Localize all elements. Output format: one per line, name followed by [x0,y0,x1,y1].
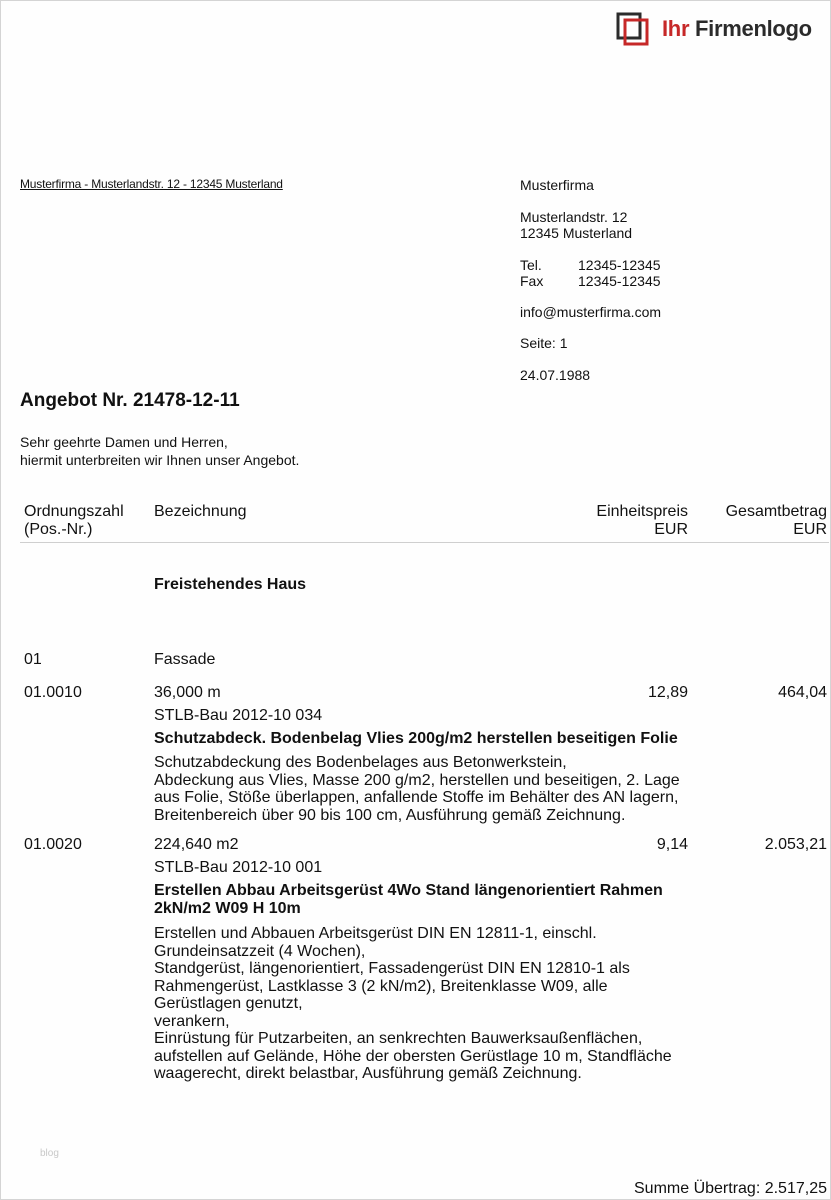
fax-label: Fax [520,273,544,289]
position-total: 2.053,21 [764,836,827,853]
company-city: 12345 Musterland [520,225,633,241]
description-line: waagerecht, direkt belastbar, Ausführung gemäß Zeichnung. [154,1065,582,1082]
description-line: aufstellen auf Gelände, Höhe der obersten Gerüstlage 10 m, Standfläche [154,1047,672,1065]
position-total: 464,04 [778,684,827,701]
position-title-line: 2kN/m2 W09 H 10m [154,900,301,917]
logo-text [662,16,812,42]
header-divider [20,542,829,543]
position-number: 01.0020 [24,836,82,853]
summary-carryover: Summe Übertrag: 2.517,25 [634,1180,827,1197]
logo-text-part2: Firmenlogo [695,16,812,41]
fax-value: 12345-12345 [578,273,661,289]
company-tel-row [520,257,661,273]
position-description [154,754,680,824]
position-quantity: 36,000 m [154,684,221,701]
position-unit-price: 12,89 [647,684,688,701]
header-ordnungszahl [24,503,124,539]
company-street: Musterlandstr. 12 [520,209,628,225]
description-line: Einrüstung für Putzarbeiten, an senkrechten Bauwerksaußenflächen, [154,1030,643,1047]
header-bezeichnung: Bezeichnung [154,503,247,520]
position-title-line: Erstellen Abbau Arbeitsgerüst 4Wo Stand längenorientiert Rahmen [154,882,663,899]
position-number: 01.0010 [24,684,82,701]
watermark: blog [40,1148,59,1159]
page-number: Seite: 1 [520,335,568,351]
position-description [154,925,672,1083]
logo-text-part1: Ihr [662,16,690,41]
position-stlb: STLB-Bau 2012-10 001 [154,859,323,876]
greeting-line-1: Sehr geehrte Damen und Herren, [20,434,228,450]
description-line: Rahmengerüst, Lastklasse 3 (2 kN/m2), Breitenklasse W09, alle [154,977,608,995]
header-einheitspreis-line1: Einheitspreis [596,503,688,520]
position-title [154,730,678,748]
tel-label: Tel. [520,257,542,273]
header-einheitspreis-line2: EUR [654,521,688,538]
description-line: Gerüstlagen genutzt, [154,995,303,1012]
description-line: Schutzabdeckung des Bodenbelages aus Betonwerkstein, [154,754,567,771]
sender-address-line: Musterfirma - Musterlandstr. 12 - 12345 Musterland [20,177,283,191]
description-line: Breitenbereich über 90 bis 100 cm, Ausführung gemäß Zeichnung. [154,806,626,824]
description-line: Erstellen und Abbauen Arbeitsgerüst DIN EN 12811-1, einschl. [154,925,597,942]
company-name: Musterfirma [520,177,594,193]
section-title: Freistehendes Haus [154,576,307,593]
company-logo [616,12,812,46]
offer-title: Angebot Nr. 21478-12-11 [20,390,240,411]
position-title [154,882,663,918]
description-line: Standgerüst, längenorientiert, Fassadengerüst DIN EN 12810-1 als [154,960,630,977]
header-gesamtbetrag [700,503,827,539]
header-einheitspreis [560,503,688,539]
greeting [20,433,299,469]
position-quantity: 224,640 m2 [154,836,239,853]
company-email: info@musterfirma.com [520,304,662,320]
logo-mark-icon [616,12,650,46]
company-fax-row [520,273,661,289]
description-line: verankern, [154,1012,230,1030]
position-stlb: STLB-Bau 2012-10 034 [154,707,323,724]
greeting-line-2: hiermit unterbreiten wir Ihnen unser Angebot. [20,452,300,468]
position-title-line: Schutzabdeck. Bodenbelag Vlies 200g/m2 herstellen beseitigen Folie [154,730,678,747]
group-name: Fassade [154,651,216,668]
header-gesamtbetrag-line1: Gesamtbetrag [725,503,827,520]
tel-value: 12345-12345 [578,257,661,273]
header-gesamtbetrag-line2: EUR [793,521,827,538]
document-date: 24.07.1988 [520,367,591,383]
description-line: Abdeckung aus Vlies, Masse 200 g/m2, herstellen und beseitigen, 2. Lage [154,771,680,789]
group-number: 01 [24,651,42,668]
description-line: Grundeinsatzzeit (4 Wochen), [154,942,366,960]
header-ordnungszahl-line2: (Pos.-Nr.) [24,521,93,538]
position-unit-price: 9,14 [656,836,688,853]
header-ordnungszahl-line1: Ordnungszahl [24,503,124,520]
description-line: aus Folie, Stöße überlappen, anfallende Stoffe im Behälter des AN lagern, [154,789,679,806]
